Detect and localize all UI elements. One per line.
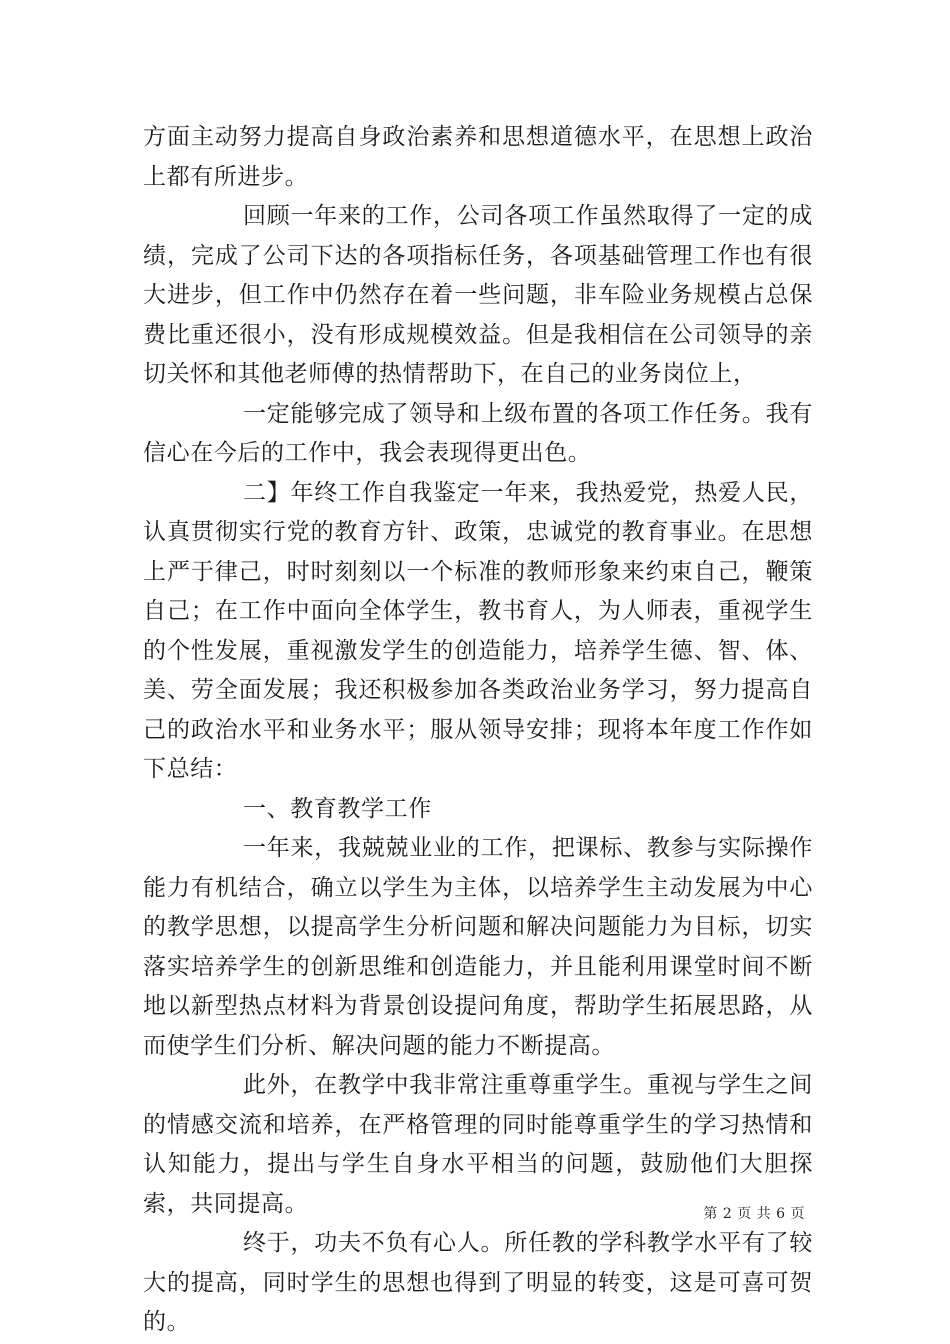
section-heading-teaching: 一、教育教学工作 bbox=[243, 795, 432, 822]
page-number-footer: 第 2 页 共 6 页 bbox=[703, 1206, 805, 1222]
paragraph-4: 二】年终工作自我鉴定一年来，我热爱党，热爱人民，认真贯彻实行党的教育方针、政策，忠诚党的教育事业。在思想上严于律己，时时刻刻以一个标准的教师形象来约束自己，鞭策自己；在工作中面向全体学生，教书育人，为人师表，重视学生的个性发展，重视激发学生的创造能力，培养学生德、智、体、美、劳全面发展；我还积极参加各类政治业务学习，努力提高自己的政治水平和业务水平；服从领导安排；现将本年度工作作如下总结： bbox=[143, 479, 813, 782]
paragraph-1: 方面主动努力提高自身政治素养和思想道德水平，在思想上政治上都有所进步。 bbox=[143, 124, 813, 190]
paragraph-8: 终于，功夫不负有心人。所任教的学科教学水平有了较大的提高，同时学生的思想也得到了明显的转变，这是可喜可贺的。 bbox=[143, 1230, 813, 1335]
paragraph-6: 一年来，我兢兢业业的工作，把课标、教参与实际操作能力有机结合，确立以学生为主体，以培养学生主动发展为中心的教学思想，以提高学生分析问题和解决问题能力为目标，切实落实培养学生的创新思维和创造能力，并且能利用课堂时间不断地以新型热点材料为背景创设提问角度，帮助学生拓展思路，从而使学生们分析、解决问题的能力不断提高。 bbox=[143, 835, 813, 1059]
paragraph-2: 回顾一年来的工作，公司各项工作虽然取得了一定的成绩，完成了公司下达的各项指标任务，各项基础管理工作也有很大进步，但工作中仍然存在着一些问题，非车险业务规模占总保费比重还很小，没有形成规模效益。但是我相信在公司领导的亲切关怀和其他老师傅的热情帮助下，在自己的业务岗位上， bbox=[143, 203, 813, 387]
paragraph-7: 此外，在教学中我非常注重尊重学生。重视与学生之间的情感交流和培养，在严格管理的同时能尊重学生的学习热情和认知能力，提出与学生自身水平相当的问题，鼓励他们大胆探索，共同提高。 bbox=[143, 1072, 813, 1217]
document-body bbox=[143, 118, 813, 1343]
paragraph-3: 一定能够完成了领导和上级布置的各项工作任务。我有信心在今后的工作中，我会表现得更出色。 bbox=[143, 400, 813, 466]
